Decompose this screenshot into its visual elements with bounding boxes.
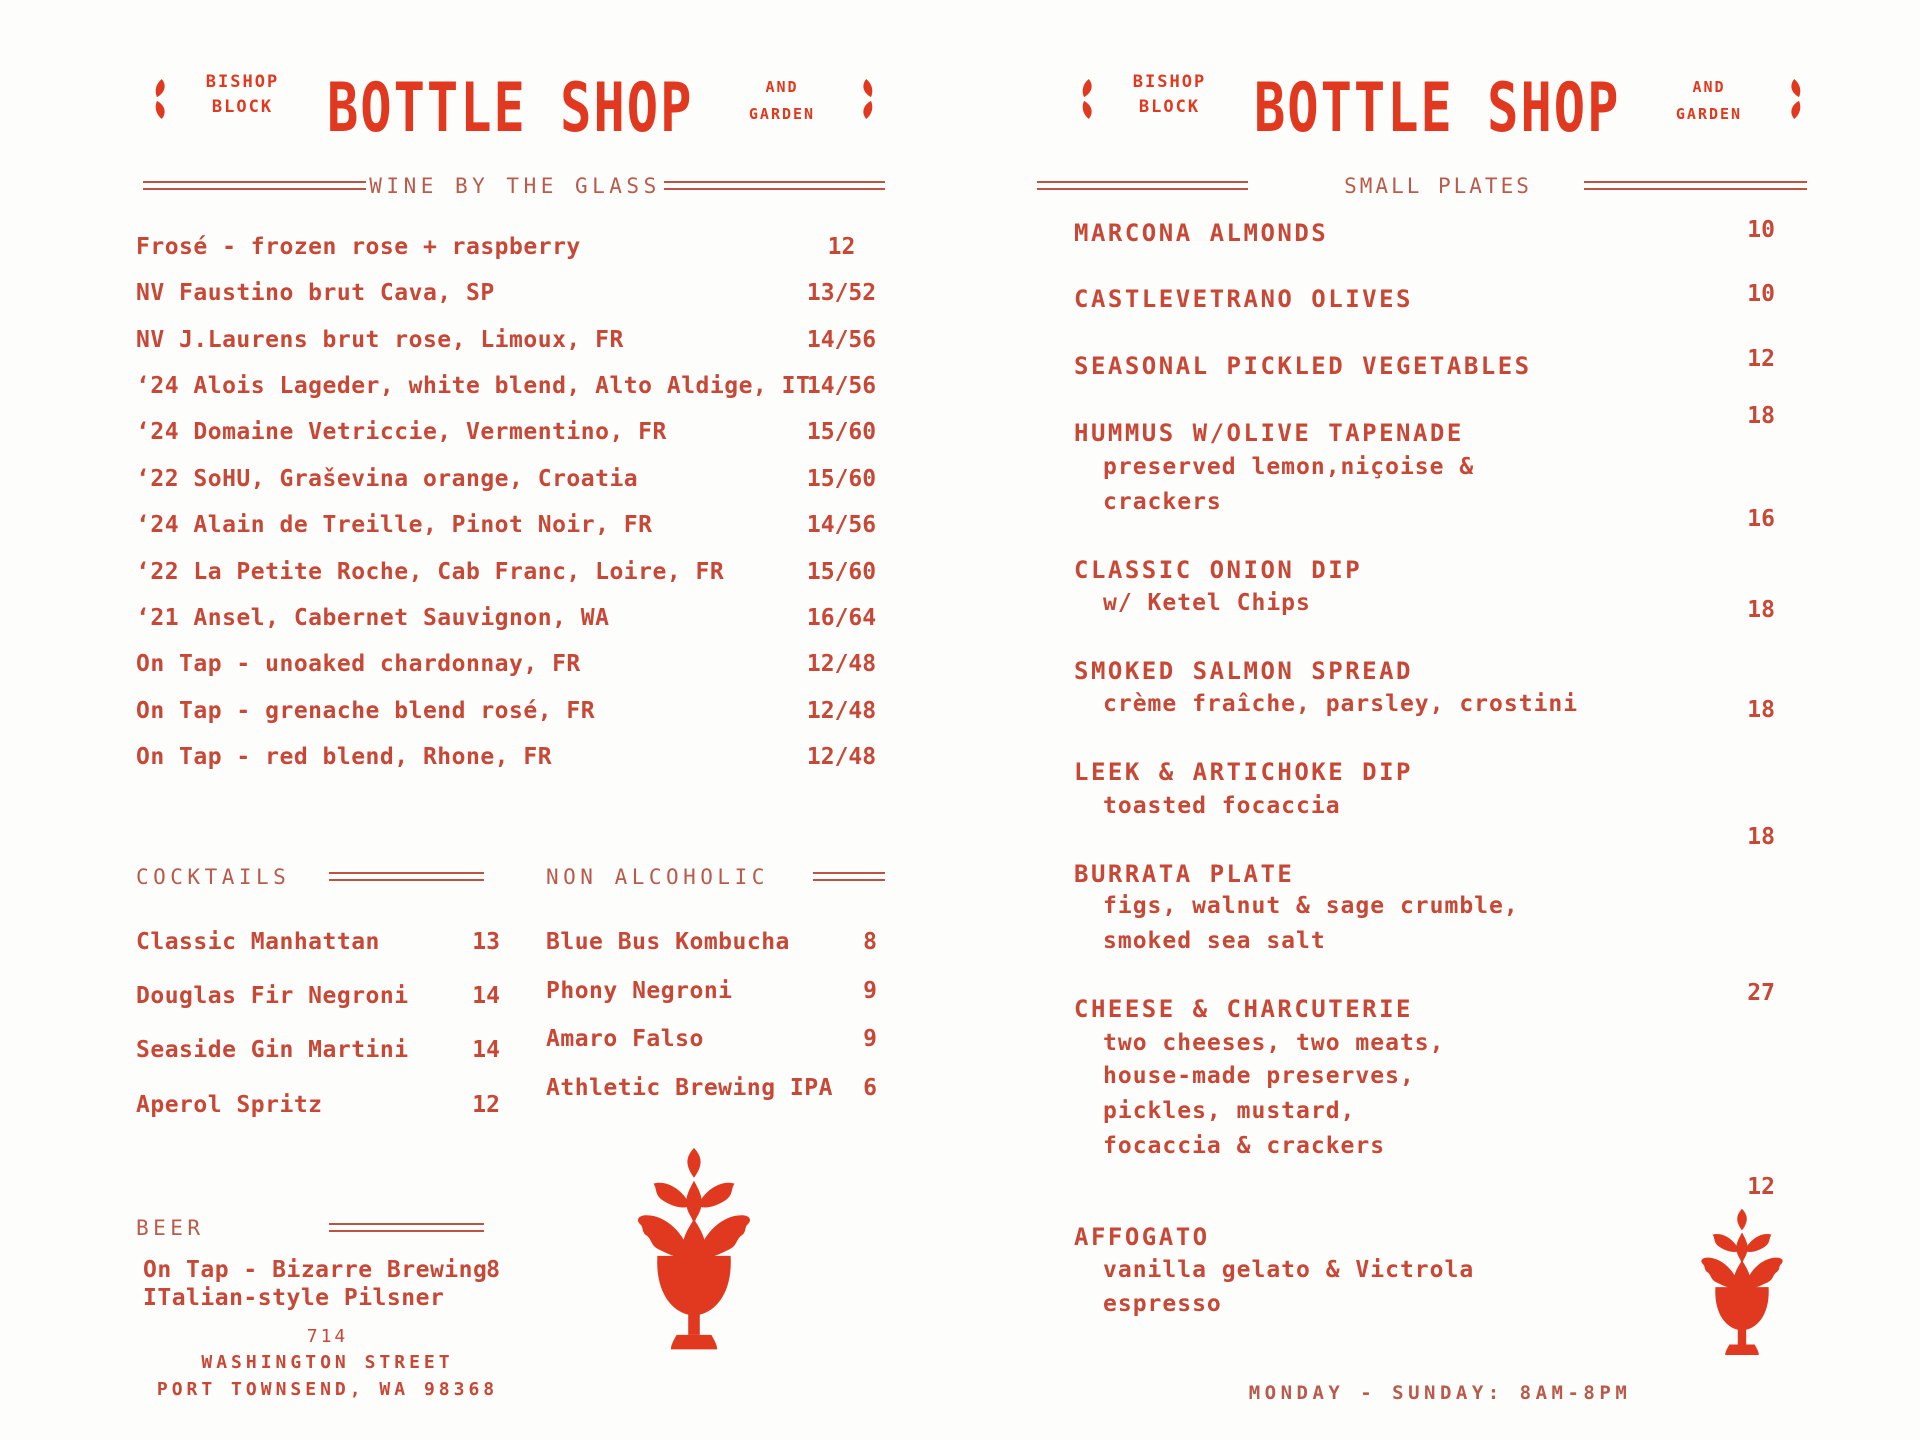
item-price: 14 <box>472 983 500 1009</box>
item-desc-line: smoked sea salt <box>1103 928 1326 954</box>
item-name: Athletic Brewing IPA <box>546 1075 833 1101</box>
non-alcoholic-item-row <box>546 1026 877 1052</box>
item-price: 18 <box>1747 403 1775 429</box>
item-name: Douglas Fir Negroni <box>136 983 409 1009</box>
brand-block-label <box>195 70 290 120</box>
beer-item-subtitle: ITalian-style Pilsner <box>143 1285 445 1311</box>
leaf-ornament-icon <box>1788 78 1810 120</box>
item-desc-line: focaccia & crackers <box>1103 1133 1386 1159</box>
item-name: On Tap - unoaked chardonnay, FR <box>136 651 581 677</box>
item-price: 18 <box>1747 597 1775 623</box>
wine-item-row <box>136 744 888 770</box>
brand-garden-label <box>734 74 830 128</box>
brand-block-line2: BLOCK <box>1138 97 1201 117</box>
item-price: 14/56 <box>806 373 877 399</box>
goblet-plant-icon <box>636 1146 752 1360</box>
cocktail-item-row <box>136 983 500 1009</box>
item-price: 12 <box>1747 1174 1775 1200</box>
item-price: 14/56 <box>806 512 877 538</box>
item-price: 6 <box>863 1075 877 1101</box>
section-title-non-alcoholic: NON ALCOHOLIC <box>546 865 769 889</box>
section-title-cocktails: COCKTAILS <box>136 865 291 889</box>
item-name: On Tap - grenache blend rosé, FR <box>136 698 596 724</box>
item-desc-line: vanilla gelato & Victrola <box>1103 1257 1475 1283</box>
item-desc-line: espresso <box>1103 1291 1222 1317</box>
item-price: 12/48 <box>806 698 877 724</box>
wine-item-row <box>136 466 888 492</box>
item-name: CLASSIC ONION DIP <box>1074 556 1363 584</box>
item-name: Aperol Spritz <box>136 1092 323 1118</box>
item-name: NV J.Laurens brut rose, Limoux, FR <box>136 327 624 353</box>
brand-title: BOTTLE SHOP <box>327 70 694 148</box>
section-rule <box>1037 181 1248 190</box>
wine-item-row <box>136 327 888 353</box>
item-desc-line: figs, walnut & sage crumble, <box>1103 893 1519 919</box>
item-price: 15/60 <box>806 466 877 492</box>
item-name: HUMMUS W/OLIVE TAPENADE <box>1074 419 1464 447</box>
item-name: On Tap - red blend, Rhone, FR <box>136 744 553 770</box>
item-name: LEEK & ARTICHOKE DIP <box>1074 758 1413 786</box>
cocktail-item-row <box>136 929 500 955</box>
wine-item-row <box>136 234 888 260</box>
brand-block-line2: BLOCK <box>211 97 274 117</box>
item-price: 10 <box>1747 217 1775 243</box>
item-price: 10 <box>1747 281 1775 307</box>
item-price: 16/64 <box>806 605 877 631</box>
beer-item-row <box>143 1257 500 1283</box>
item-price: 12 <box>1747 346 1775 372</box>
item-price: 8 <box>863 929 877 955</box>
item-name: NV Faustino brut Cava, SP <box>136 280 495 306</box>
brand-block-line1: BISHOP <box>1132 72 1207 92</box>
section-rule <box>143 181 366 190</box>
item-price: 9 <box>863 1026 877 1052</box>
section-rule <box>664 181 885 190</box>
wine-item-row <box>136 698 888 724</box>
brand-title: BOTTLE SHOP <box>1254 70 1621 148</box>
section-title-small-plates: SMALL PLATES <box>1344 174 1532 198</box>
item-name: SMOKED SALMON SPREAD <box>1074 657 1413 685</box>
hours-label: MONDAY - SUNDAY: 8AM-8PM <box>1248 1382 1632 1404</box>
section-rule <box>329 1223 484 1232</box>
item-price: 12 <box>472 1092 500 1118</box>
wine-item-row <box>136 559 888 585</box>
section-rule <box>813 872 885 881</box>
item-name: ‘24 Alain de Treille, Pinot Noir, FR <box>136 512 653 538</box>
item-name: MARCONA ALMONDS <box>1074 219 1329 247</box>
item-name: ‘24 Domaine Vetriccie, Vermentino, FR <box>136 419 667 445</box>
item-name: SEASONAL PICKLED VEGETABLES <box>1074 352 1532 380</box>
goblet-plant-icon <box>1700 1207 1784 1363</box>
section-rule <box>329 872 484 881</box>
brand-block-label <box>1122 70 1217 120</box>
item-price: 8 <box>486 1257 500 1283</box>
item-name: BURRATA PLATE <box>1074 860 1295 888</box>
section-title-beer: BEER <box>136 1216 205 1240</box>
item-name: ‘21 Ansel, Cabernet Sauvignon, WA <box>136 605 610 631</box>
non-alcoholic-item-row <box>546 1075 877 1101</box>
item-name: Phony Negroni <box>546 978 733 1004</box>
leaf-ornament-icon <box>1073 78 1095 120</box>
item-desc-line: two cheeses, two meats, <box>1103 1030 1445 1056</box>
item-name: ‘22 La Petite Roche, Cab Franc, Loire, FR <box>136 559 725 585</box>
item-desc-line: w/ Ketel Chips <box>1103 590 1311 616</box>
item-name: ‘24 Alois Lageder, white blend, Alto Aldige, IT <box>136 373 811 399</box>
item-price: 18 <box>1747 824 1775 850</box>
leaf-ornament-icon <box>146 78 168 120</box>
wine-item-row <box>136 280 888 306</box>
item-price: 14 <box>472 1037 500 1063</box>
item-desc-line: preserved lemon,niçoise & <box>1103 454 1475 480</box>
item-name: Seaside Gin Martini <box>136 1037 409 1063</box>
item-price: 14/56 <box>806 327 877 353</box>
item-name: ‘22 SoHU, Graševina orange, Croatia <box>136 466 639 492</box>
item-price: 15/60 <box>806 559 877 585</box>
address-line: PORT TOWNSEND, WA 98368 <box>156 1379 499 1400</box>
brand-garden-line1: AND <box>1692 78 1726 96</box>
wine-item-row <box>136 512 888 538</box>
brand-garden-line1: AND <box>765 78 799 96</box>
item-price: 12/48 <box>806 651 877 677</box>
item-desc-line: toasted focaccia <box>1103 793 1341 819</box>
brand-garden-label <box>1661 74 1757 128</box>
address-line: 714 <box>306 1326 349 1347</box>
item-desc-line: crackers <box>1103 489 1222 515</box>
item-price: 12/48 <box>806 744 877 770</box>
item-name: AFFOGATO <box>1074 1223 1210 1251</box>
cocktail-item-row <box>136 1037 500 1063</box>
item-name: On Tap - Bizarre Brewing <box>143 1257 488 1283</box>
item-price: 15/60 <box>806 419 877 445</box>
brand-block-line1: BISHOP <box>205 72 280 92</box>
item-name: CASTLEVETRANO OLIVES <box>1074 285 1413 313</box>
brand-garden-line2: GARDEN <box>1675 105 1743 123</box>
item-price: 27 <box>1747 980 1775 1006</box>
leaf-ornament-icon <box>860 78 882 120</box>
item-name: Frosé - frozen rose + raspberry <box>136 234 581 260</box>
cocktail-item-row <box>136 1092 500 1118</box>
brand-garden-line2: GARDEN <box>748 105 816 123</box>
wine-item-row <box>136 373 888 399</box>
item-desc-line: house-made preserves, <box>1103 1063 1415 1089</box>
item-price: 9 <box>863 978 877 1004</box>
wine-item-row <box>136 651 888 677</box>
address-line: WASHINGTON STREET <box>201 1352 454 1373</box>
item-price: 16 <box>1747 506 1775 532</box>
item-name: CHEESE & CHARCUTERIE <box>1074 995 1413 1023</box>
item-price: 12 <box>827 234 856 260</box>
item-name: Blue Bus Kombucha <box>546 929 790 955</box>
item-name: Classic Manhattan <box>136 929 380 955</box>
item-price: 13/52 <box>806 280 877 306</box>
section-rule <box>1584 181 1807 190</box>
non-alcoholic-item-row <box>546 929 877 955</box>
item-desc-line: crème fraîche, parsley, crostini <box>1103 691 1579 717</box>
item-name: Amaro Falso <box>546 1026 704 1052</box>
section-title-wine: WINE BY THE GLASS <box>369 174 661 198</box>
item-price: 18 <box>1747 697 1775 723</box>
non-alcoholic-item-row <box>546 978 877 1004</box>
item-price: 13 <box>472 929 500 955</box>
wine-item-row <box>136 605 888 631</box>
wine-item-row <box>136 419 888 445</box>
item-desc-line: pickles, mustard, <box>1103 1098 1356 1124</box>
